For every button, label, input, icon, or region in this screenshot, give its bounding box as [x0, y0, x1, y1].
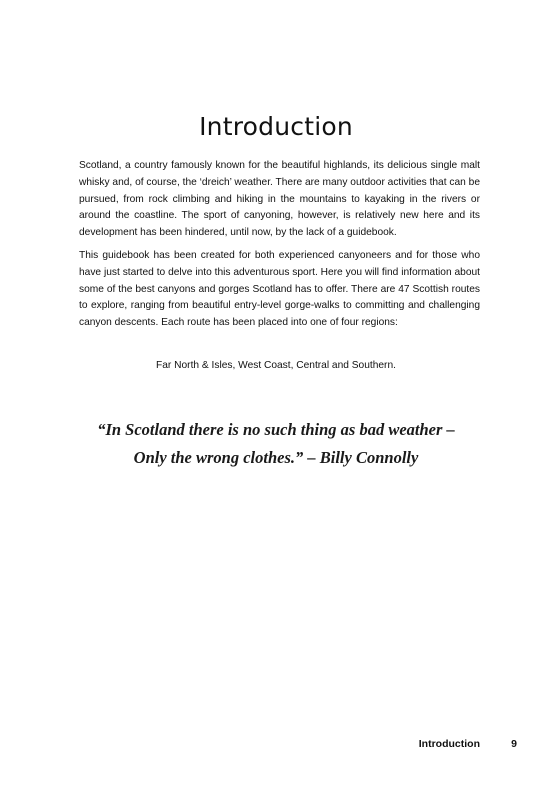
page-title: Introduction: [199, 112, 353, 141]
quote-line-1: “In Scotland there is no such thing as bad weather –: [97, 420, 455, 439]
intro-paragraph-2: This guidebook has been created for both experienced canyoneers and for those who have just started to delve into this adventurous sport. Here you will find information about some of the best canyons and gorges Scotland has to offer. There are 47 Scottish routes to explore, ranging from beautiful entry-level gorge-walks to committing and challenging canyon descents. Each route has been placed into one of four regions:: [79, 250, 480, 329]
quote-line-2: Only the wrong clothes.” – Billy Connolly: [133, 448, 419, 467]
footer-section-title: Introduction: [418, 738, 480, 750]
footer-page-number: 9: [511, 738, 517, 750]
regions-line: Far North & Isles, West Coast, Central and Southern.: [156, 360, 396, 371]
intro-paragraph-1: Scotland, a country famously known for the beautiful highlands, its delicious single malt whisky and, of course, the ‘dreich’ weather. There are many outdoor activities that can be pursued, from rock climbing and hiking in the mountains to kayaking in the rivers or around the coastline. The sport of canyoning, however, is relatively new here and its development has been hindered, until now, by the lack of a guidebook.: [79, 160, 480, 239]
